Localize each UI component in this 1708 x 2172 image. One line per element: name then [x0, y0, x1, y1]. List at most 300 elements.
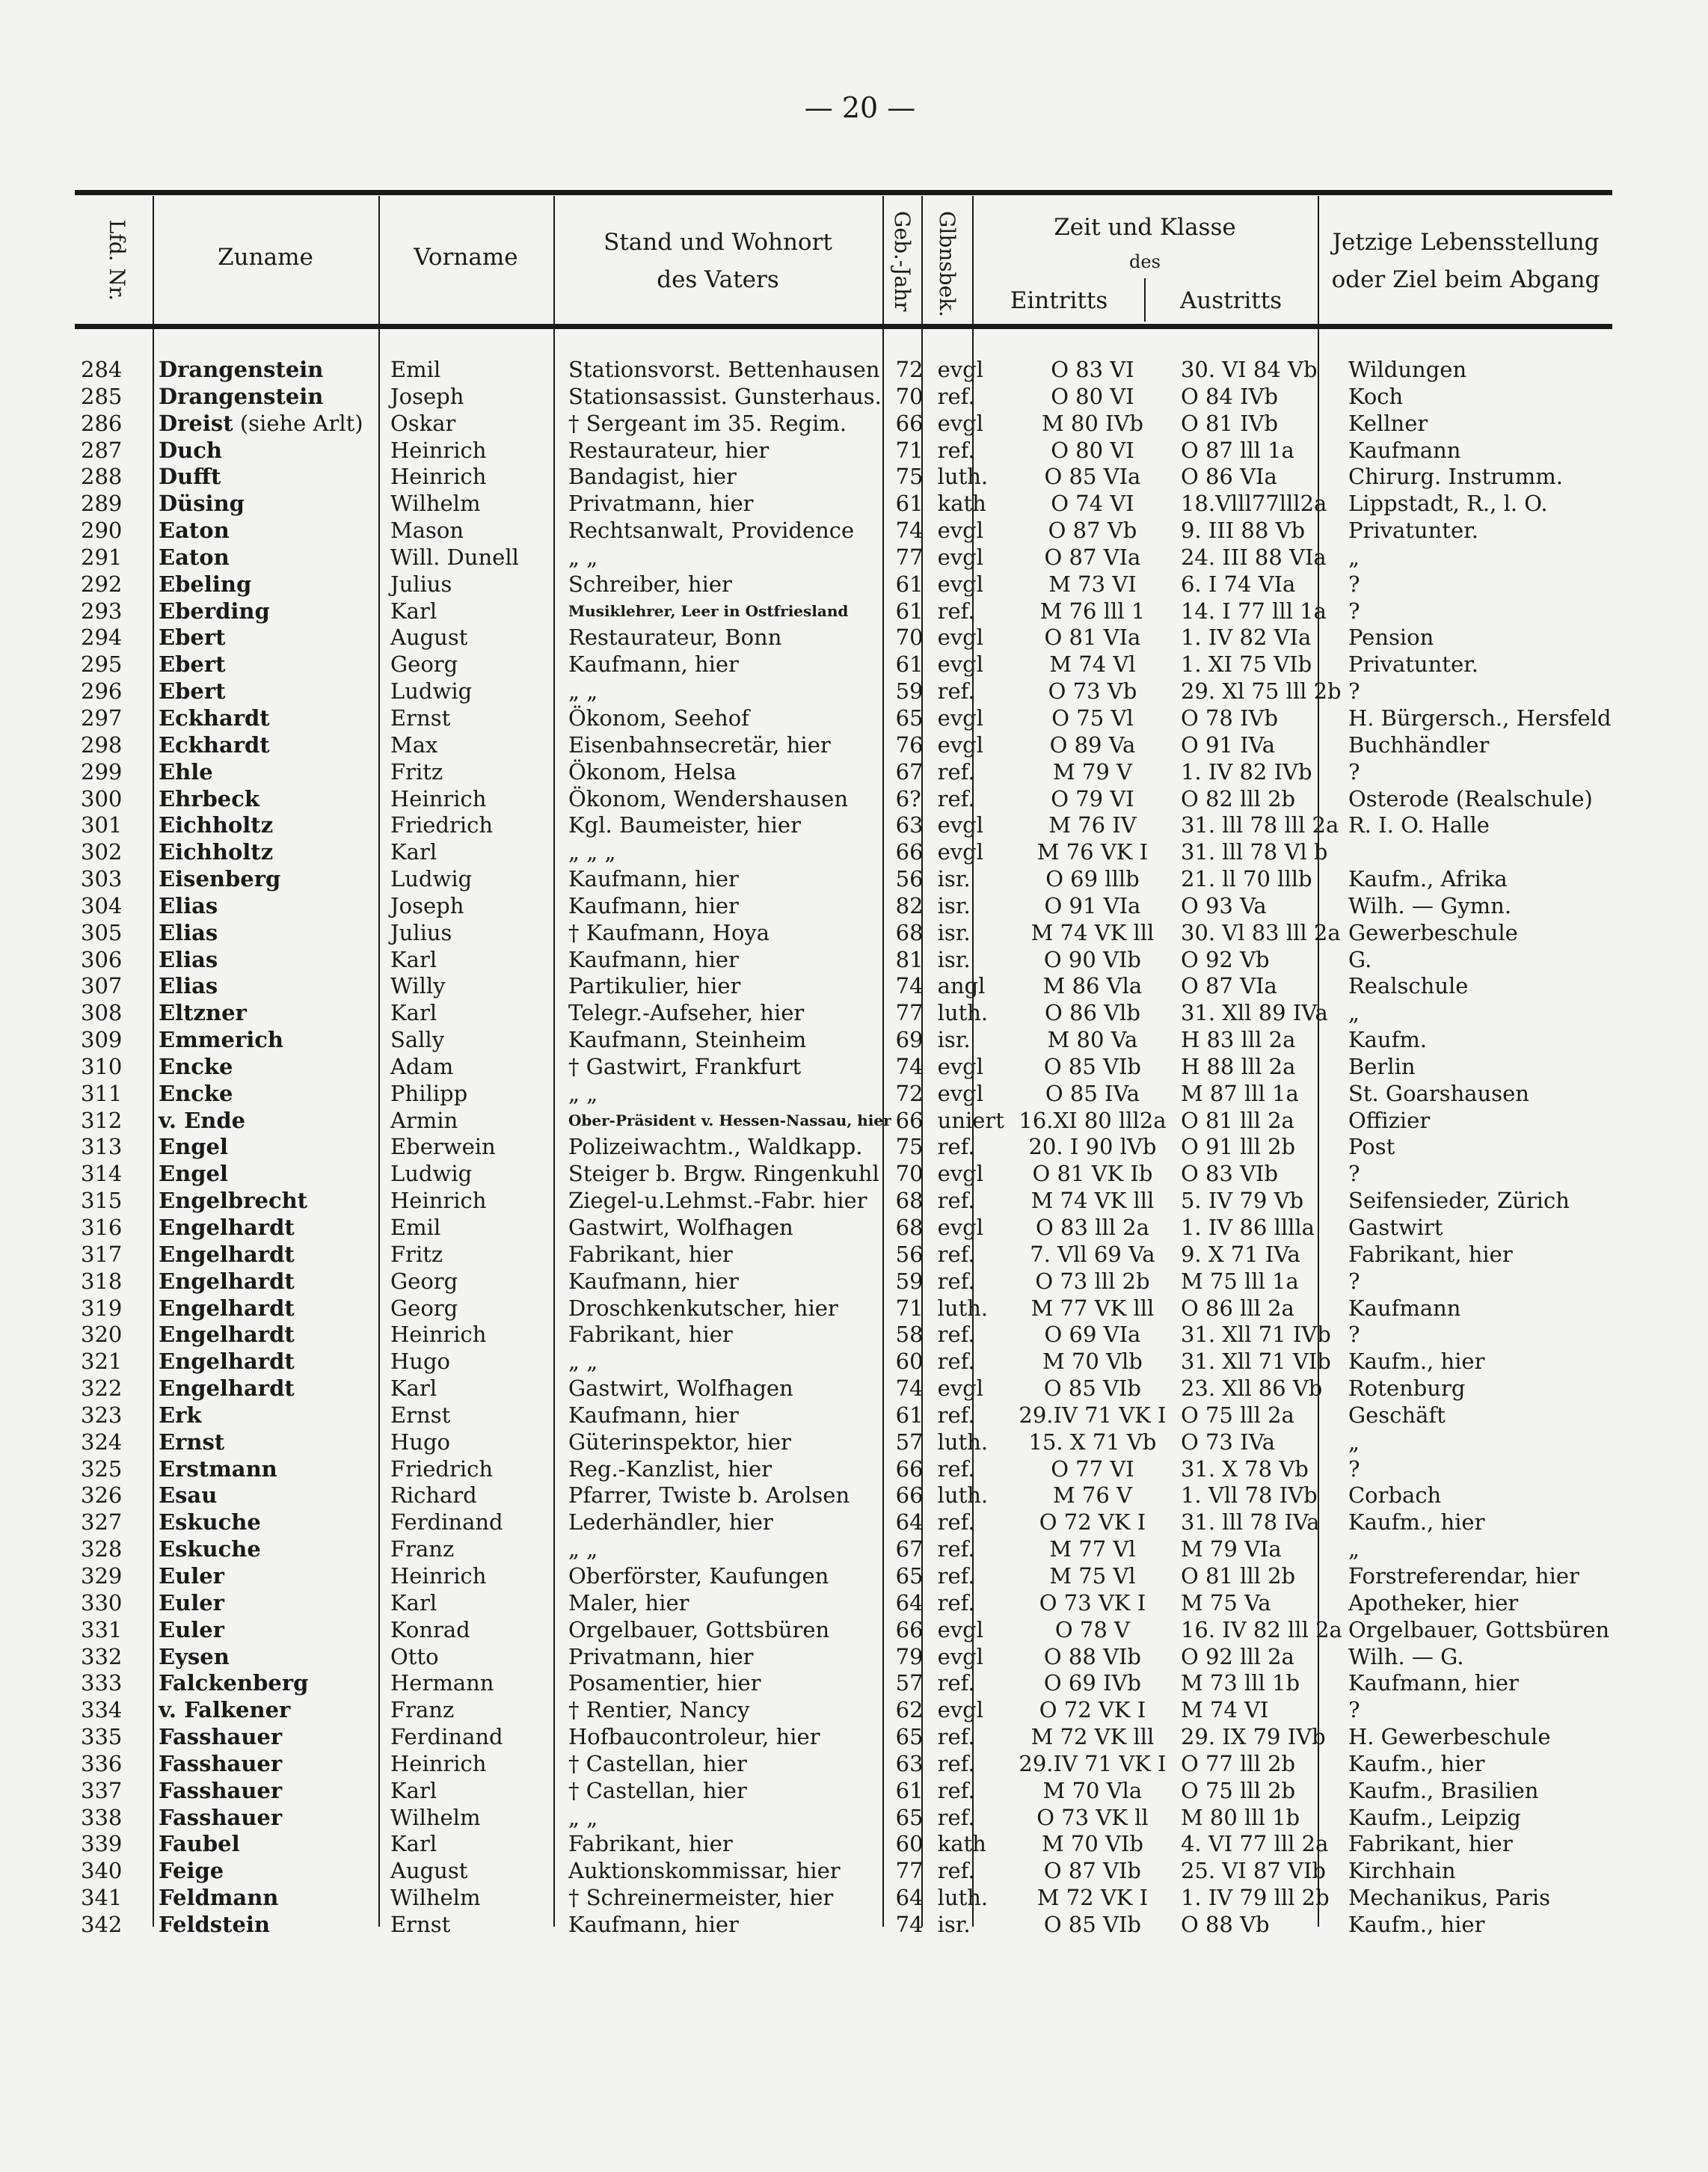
first-name-text: Georg	[390, 1268, 458, 1294]
birth-year	[891, 1912, 933, 1939]
row-number-text: 331	[81, 1616, 123, 1642]
entry-date-class-text: O 73 lll 2b	[1035, 1268, 1150, 1294]
exit-date-class-text: H 83 lll 2a	[1180, 1027, 1296, 1053]
birth-year-text: 66	[895, 1482, 924, 1509]
surname	[154, 1161, 386, 1188]
surname-text: Encke	[159, 1080, 233, 1106]
religion	[933, 812, 1004, 839]
surname	[154, 786, 386, 813]
row-number-text: 311	[81, 1080, 123, 1106]
table-row	[75, 544, 1640, 571]
header-zuname: Zuname	[218, 244, 313, 271]
surname	[154, 357, 386, 384]
current-position-text: ?	[1348, 598, 1360, 624]
header-vorname: Vorname	[414, 244, 518, 271]
birth-year	[891, 438, 933, 464]
surname	[154, 1617, 386, 1644]
father-occupation-residence-text: Telegr.-Aufseher, hier	[568, 1000, 805, 1026]
exit-date-class-text: 1. Vll 78 IVb	[1180, 1482, 1318, 1509]
entry-date-class	[1004, 1563, 1176, 1590]
surname	[154, 705, 386, 732]
exit-date-class-text: 18.Vlll77lll2a	[1180, 491, 1327, 517]
register-body	[75, 357, 1640, 1939]
birth-year-text: 61	[895, 1402, 924, 1428]
religion-text: ref.	[937, 1724, 975, 1750]
current-position-text: Rotenburg	[1348, 1375, 1466, 1402]
current-position-text: Apotheker, hier	[1348, 1589, 1519, 1616]
first-name-text: Mason	[390, 518, 464, 544]
first-name	[386, 1778, 564, 1805]
father-occupation-residence-text: „ „	[568, 1536, 598, 1562]
father-occupation-residence-text: Ober-Präsident v. Hessen-Nassau, hier	[568, 1111, 891, 1129]
religion	[933, 1054, 1004, 1081]
father-occupation-residence-text: Lederhändler, hier	[568, 1509, 773, 1536]
entry-date-class	[1004, 678, 1176, 705]
current-position-text: Kirchhain	[1348, 1858, 1456, 1884]
surname-text: Fasshauer	[159, 1750, 283, 1776]
birth-year	[891, 1751, 933, 1778]
row-number	[75, 598, 154, 625]
birth-year-text: 66	[895, 1616, 924, 1642]
entry-date-class	[1004, 1697, 1176, 1724]
entry-date-class	[1004, 1000, 1176, 1027]
surname-text: Engelbrecht	[159, 1188, 308, 1214]
first-name-text: Hugo	[390, 1349, 450, 1375]
birth-year-text: 59	[895, 1268, 924, 1294]
exit-date-class	[1176, 1027, 1344, 1054]
religion-text: ref.	[937, 383, 975, 409]
religion	[933, 1081, 1004, 1108]
row-number	[75, 464, 154, 491]
row-number-text: 341	[81, 1885, 123, 1911]
current-position	[1344, 1000, 1640, 1027]
exit-date-class-text: 31. lll 78 lll 2a	[1180, 812, 1339, 838]
religion	[933, 1563, 1004, 1590]
birth-year-text: 71	[895, 437, 924, 463]
entry-date-class-text: O 85 VIb	[1043, 1375, 1141, 1402]
surname-text: Ehle	[159, 758, 213, 785]
first-name	[386, 893, 564, 920]
first-name	[386, 1268, 564, 1295]
exit-date-class-text: O 87 VIa	[1180, 973, 1277, 999]
first-name	[386, 1242, 564, 1268]
birth-year-text: 59	[895, 678, 924, 705]
surname	[154, 893, 386, 920]
exit-date-class	[1176, 866, 1344, 893]
current-position-text: ?	[1348, 758, 1360, 785]
entry-date-class	[1004, 1670, 1176, 1697]
surname	[154, 1670, 386, 1697]
religion	[933, 464, 1004, 491]
birth-year-text: 67	[895, 758, 924, 785]
religion	[933, 759, 1004, 786]
current-position	[1344, 1805, 1640, 1832]
first-name	[386, 1322, 564, 1349]
row-number-text: 338	[81, 1804, 123, 1830]
surname	[154, 1858, 386, 1885]
table-row	[75, 1644, 1640, 1671]
first-name	[386, 759, 564, 786]
father-occupation-residence-text: Steiger b. Brgw. Ringenkuhl	[568, 1161, 879, 1187]
exit-date-class	[1176, 571, 1344, 598]
entry-date-class-text: 15. X 71 Vb	[1028, 1429, 1157, 1455]
row-number	[75, 357, 154, 384]
father-occupation-residence-text: Privatmann, hier	[568, 491, 754, 517]
religion	[933, 1617, 1004, 1644]
row-number	[75, 893, 154, 920]
entry-date-class	[1004, 1644, 1176, 1671]
table-row	[75, 1670, 1640, 1697]
exit-date-class-text: 30. VI 84 Vb	[1180, 357, 1318, 382]
current-position-text: ?	[1348, 1161, 1360, 1187]
surname-text: Engel	[159, 1134, 228, 1160]
birth-year	[891, 1295, 933, 1322]
father-occupation-residence	[564, 1242, 891, 1268]
birth-year-text: 64	[895, 1509, 924, 1536]
first-name-text: Karl	[390, 1831, 437, 1857]
row-number-text: 332	[81, 1643, 123, 1669]
exit-date-class	[1176, 1268, 1344, 1295]
religion-text: luth.	[937, 1429, 989, 1455]
surname-text: Euler	[159, 1562, 224, 1589]
table-row	[75, 1697, 1640, 1724]
religion-text: evgl	[937, 1697, 984, 1723]
first-name	[386, 1885, 564, 1912]
row-number-text: 305	[81, 919, 123, 945]
table-row	[75, 384, 1640, 411]
exit-date-class-text: O 73 IVa	[1180, 1429, 1276, 1455]
religion	[933, 1295, 1004, 1322]
first-name-text: Otto	[390, 1643, 439, 1669]
current-position-text: Forstreferendar, hier	[1348, 1562, 1579, 1589]
table-row	[75, 1108, 1640, 1135]
current-position	[1344, 705, 1640, 732]
birth-year-text: 66	[895, 839, 924, 865]
row-number	[75, 973, 154, 1000]
exit-date-class-text: M 75 lll 1a	[1180, 1268, 1299, 1294]
surname-text: Esau	[159, 1482, 218, 1509]
birth-year	[891, 1081, 933, 1108]
row-number	[75, 1054, 154, 1081]
exit-date-class	[1176, 598, 1344, 625]
exit-date-class	[1176, 893, 1344, 920]
birth-year	[891, 1885, 933, 1912]
father-occupation-residence	[564, 1885, 891, 1912]
first-name	[386, 1482, 564, 1509]
surname	[154, 1295, 386, 1322]
row-number-text: 301	[81, 812, 123, 838]
birth-year	[891, 947, 933, 974]
entry-date-class-text: M 72 VK I	[1036, 1885, 1149, 1911]
father-occupation-residence	[564, 1349, 891, 1375]
surname	[154, 1000, 386, 1027]
entry-date-class	[1004, 1590, 1176, 1617]
entry-date-class-text: M 70 Vlb	[1042, 1349, 1143, 1375]
table-row	[75, 1161, 1640, 1188]
row-number	[75, 1429, 154, 1456]
exit-date-class	[1176, 1081, 1344, 1108]
row-number	[75, 1644, 154, 1671]
current-position	[1344, 544, 1640, 571]
entry-date-class	[1004, 1724, 1176, 1751]
religion	[933, 866, 1004, 893]
current-position	[1344, 1509, 1640, 1536]
entry-date-class	[1004, 1027, 1176, 1054]
father-occupation-residence-text: Kaufmann, hier	[568, 866, 739, 892]
entry-date-class-text: O 85 VIb	[1043, 1053, 1141, 1079]
first-name-text: Ernst	[390, 1911, 451, 1937]
exit-date-class	[1176, 1429, 1344, 1456]
birth-year	[891, 491, 933, 518]
table-row	[75, 1590, 1640, 1617]
first-name	[386, 1536, 564, 1563]
exit-date-class-text: O 92 lll 2a	[1180, 1643, 1294, 1669]
row-number-text: 323	[81, 1402, 123, 1428]
exit-date-class	[1176, 1509, 1344, 1536]
father-occupation-residence	[564, 544, 891, 571]
surname	[154, 1054, 386, 1081]
first-name	[386, 1054, 564, 1081]
religion-text: luth.	[937, 1885, 989, 1911]
father-occupation-residence	[564, 786, 891, 813]
table-row	[75, 1724, 1640, 1751]
father-occupation-residence	[564, 1751, 891, 1778]
table-row	[75, 1858, 1640, 1885]
entry-date-class	[1004, 1536, 1176, 1563]
surname	[154, 1536, 386, 1563]
first-name-text: Karl	[390, 1375, 437, 1402]
row-number-text: 296	[81, 678, 123, 705]
exit-date-class-text: M 79 VIa	[1180, 1536, 1282, 1562]
row-number	[75, 651, 154, 678]
birth-year-text: 70	[895, 383, 924, 409]
religion-text: evgl	[937, 1053, 984, 1079]
row-number	[75, 1134, 154, 1161]
exit-date-class	[1176, 705, 1344, 732]
father-occupation-residence	[564, 1644, 891, 1671]
surname	[154, 678, 386, 705]
row-number-text: 289	[81, 491, 123, 517]
row-number	[75, 518, 154, 544]
table-row	[75, 920, 1640, 947]
surname	[154, 491, 386, 518]
entry-date-class	[1004, 812, 1176, 839]
birth-year	[891, 384, 933, 411]
father-occupation-residence	[564, 1188, 891, 1215]
first-name-text: Emil	[390, 1215, 441, 1240]
religion	[933, 357, 1004, 384]
current-position	[1344, 1242, 1640, 1268]
current-position	[1344, 1563, 1640, 1590]
entry-date-class-text: M 80 IVb	[1041, 410, 1143, 436]
religion-text: kath	[937, 491, 986, 517]
first-name	[386, 357, 564, 384]
exit-date-class-text: 1. IV 82 IVb	[1180, 758, 1312, 785]
birth-year-text: 6?	[895, 785, 921, 812]
birth-year	[891, 1054, 933, 1081]
father-occupation-residence	[564, 973, 891, 1000]
entry-date-class	[1004, 1885, 1176, 1912]
table-row	[75, 893, 1640, 920]
surname-text: Ernst	[159, 1429, 225, 1455]
first-name-text: Will. Dunell	[390, 544, 519, 570]
surname-text: Eberding	[159, 598, 270, 624]
current-position-text: Kaufm., hier	[1348, 1750, 1485, 1776]
father-occupation-residence	[564, 812, 891, 839]
table-row	[75, 411, 1640, 438]
exit-date-class	[1176, 839, 1344, 866]
row-number-text: 302	[81, 839, 123, 865]
religion-text: luth.	[937, 464, 989, 490]
exit-date-class-text: 31. lll 78 Vl b	[1180, 839, 1328, 865]
father-occupation-residence	[564, 384, 891, 411]
father-occupation-residence-text: Stationsassist. Gunsterhaus.	[568, 383, 882, 409]
exit-date-class-text: 1. IV 79 lll 2b	[1180, 1885, 1330, 1911]
row-number	[75, 812, 154, 839]
table-row	[75, 1402, 1640, 1429]
entry-date-class	[1004, 411, 1176, 438]
birth-year	[891, 1322, 933, 1349]
religion-text: isr.	[937, 919, 971, 945]
birth-year	[891, 705, 933, 732]
row-number	[75, 1697, 154, 1724]
row-number-text: 330	[81, 1589, 123, 1616]
entry-date-class-text: 7. Vll 69 Va	[1030, 1241, 1155, 1267]
entry-date-class-text: M 73 VI	[1048, 571, 1137, 597]
surname	[154, 1188, 386, 1215]
birth-year-text: 61	[895, 651, 924, 678]
exit-date-class	[1176, 438, 1344, 464]
surname	[154, 1349, 386, 1375]
father-occupation-residence-text: Gastwirt, Wolfhagen	[568, 1375, 793, 1402]
entry-date-class	[1004, 491, 1176, 518]
current-position	[1344, 947, 1640, 974]
birth-year	[891, 1590, 933, 1617]
father-occupation-residence	[564, 1000, 891, 1027]
row-number-text: 316	[81, 1215, 123, 1240]
table-row	[75, 1295, 1640, 1322]
current-position-text: ?	[1348, 1268, 1360, 1294]
father-occupation-residence	[564, 1322, 891, 1349]
father-occupation-residence	[564, 1375, 891, 1402]
first-name-text: Karl	[390, 839, 437, 865]
current-position-text: G.	[1348, 946, 1372, 972]
surname-text: Emmerich	[159, 1027, 283, 1053]
birth-year-text: 75	[895, 464, 924, 490]
father-occupation-residence-text: Güterinspektor, hier	[568, 1429, 791, 1455]
surname	[154, 1563, 386, 1590]
table-row	[75, 973, 1640, 1000]
surname-text: v. Ende	[159, 1107, 246, 1133]
entry-date-class-text: O 87 VIb	[1043, 1858, 1141, 1884]
father-occupation-residence-text: Restaurateur, hier	[568, 437, 769, 463]
exit-date-class-text: 31. Xll 71 IVb	[1180, 1322, 1331, 1348]
father-occupation-residence	[564, 1108, 891, 1135]
row-number-text: 319	[81, 1295, 123, 1321]
row-number-text: 299	[81, 758, 123, 785]
exit-date-class-text: 25. VI 87 VIb	[1180, 1858, 1326, 1884]
religion-text: luth.	[937, 1295, 989, 1321]
father-occupation-residence	[564, 1724, 891, 1751]
first-name	[386, 1456, 564, 1483]
religion-text: evgl	[937, 812, 984, 838]
first-name-text: Franz	[390, 1536, 455, 1562]
current-position-text: Fabrikant, hier	[1348, 1831, 1513, 1857]
current-position	[1344, 1349, 1640, 1375]
exit-date-class	[1176, 464, 1344, 491]
row-number	[75, 438, 154, 464]
exit-date-class-text: M 74 VI	[1180, 1697, 1269, 1723]
surname	[154, 839, 386, 866]
row-number	[75, 732, 154, 759]
table-row	[75, 1215, 1640, 1242]
religion	[933, 1912, 1004, 1939]
religion	[933, 973, 1004, 1000]
current-position-text: Pension	[1348, 625, 1434, 651]
current-position-text: Berlin	[1348, 1053, 1416, 1079]
table-row	[75, 1027, 1640, 1054]
father-occupation-residence-text: Kaufmann, hier	[568, 1911, 739, 1937]
table-row	[75, 625, 1640, 651]
exit-date-class-text: 1. XI 75 VIb	[1180, 651, 1312, 678]
religion	[933, 1402, 1004, 1429]
entry-date-class	[1004, 1349, 1176, 1375]
surname	[154, 920, 386, 947]
row-number-text: 286	[81, 410, 123, 436]
father-occupation-residence	[564, 732, 891, 759]
religion	[933, 544, 1004, 571]
father-occupation-residence-text: † Rentier, Nancy	[568, 1697, 750, 1723]
surname-text: Elias	[159, 919, 218, 945]
entry-date-class-text: M 74 VK lll	[1030, 919, 1155, 945]
table-row	[75, 491, 1640, 518]
father-occupation-residence	[564, 1858, 891, 1885]
exit-date-class-text: 9. X 71 IVa	[1180, 1241, 1300, 1267]
birth-year	[891, 1617, 933, 1644]
surname-text: Drangenstein	[159, 357, 324, 382]
surname	[154, 651, 386, 678]
surname	[154, 1242, 386, 1268]
exit-date-class-text: O 81 lll 2b	[1180, 1562, 1296, 1589]
religion-text: evgl	[937, 625, 984, 651]
first-name	[386, 839, 564, 866]
entry-date-class-text: O 83 VI	[1051, 357, 1134, 382]
religion-text: isr.	[937, 1911, 971, 1937]
header-jetzige-line2: oder Ziel beim Abgang	[1331, 266, 1600, 293]
current-position-text: ?	[1348, 1322, 1360, 1348]
current-position	[1344, 1429, 1640, 1456]
current-position-text: Offizier	[1348, 1107, 1431, 1133]
student-register-table	[75, 357, 1640, 1939]
birth-year	[891, 839, 933, 866]
father-occupation-residence	[564, 893, 891, 920]
table-row	[75, 947, 1640, 974]
father-occupation-residence-text: Maler, hier	[568, 1589, 689, 1616]
first-name	[386, 973, 564, 1000]
father-occupation-residence	[564, 1590, 891, 1617]
table-row	[75, 1885, 1640, 1912]
exit-date-class	[1176, 1858, 1344, 1885]
first-name	[386, 1134, 564, 1161]
current-position-text: Kellner	[1348, 410, 1428, 436]
surname	[154, 1402, 386, 1429]
first-name	[386, 1188, 564, 1215]
first-name-text: Georg	[390, 651, 458, 678]
exit-date-class	[1176, 1000, 1344, 1027]
birth-year-text: 65	[895, 1804, 924, 1830]
row-number-text: 324	[81, 1429, 123, 1455]
surname	[154, 625, 386, 651]
